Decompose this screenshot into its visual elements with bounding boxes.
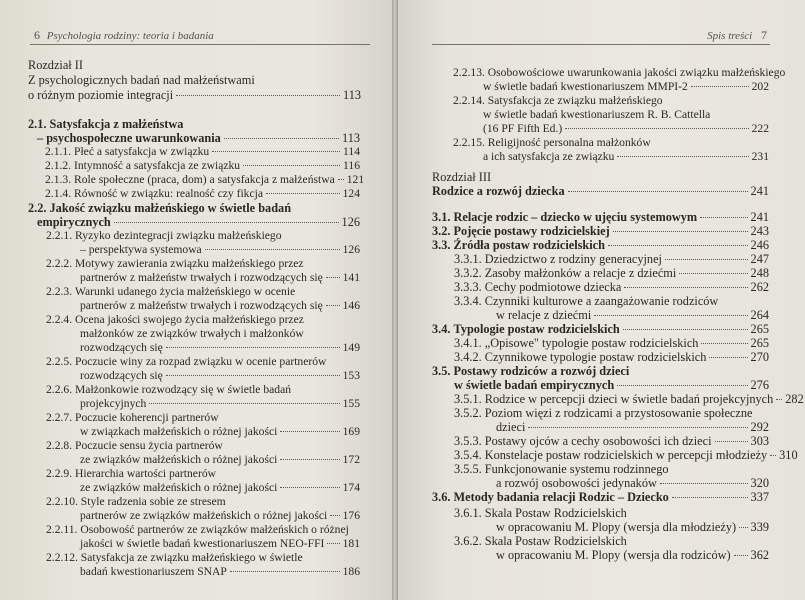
toc-entry-2-1-2: 2.1.2. Intymność a satysfakcja ze związku 116 xyxy=(45,159,360,172)
toc-entry-2-2-2: 2.2.2. Motywy zawierania związku małżeńskiego przez xyxy=(46,257,304,270)
toc-entry-2-2-9-row: ze związków małżeńskich o różnej jakości 174 xyxy=(80,481,360,494)
toc-entry-3-2: 3.2. Pojęcie postawy rodzicielskiej 243 xyxy=(432,224,769,238)
toc-entry-3-6-2-row: w opracowaniu M. Plopy (wersja dla rodziców) 362 xyxy=(496,548,769,562)
toc-entry-2-2-8-row: ze związków małżeńskich o różnej jakości 172 xyxy=(80,453,360,466)
toc-entry-2-1-1: 2.1.1. Płeć a satysfakcja w związku 114 xyxy=(45,145,360,158)
toc-entry-3-5-5-row: a rozwój osobowości jedynaków 320 xyxy=(496,476,769,490)
left-page-number: 6 xyxy=(34,28,40,42)
toc-entry-2-2-7: 2.2.7. Poczucie koherencji partnerów xyxy=(46,411,219,424)
toc-entry-2-2-6: 2.2.6. Małżonkowie rozwodzący się w świetle badań xyxy=(46,383,292,396)
right-header-rule xyxy=(432,44,770,45)
toc-entry-2-2-5: 2.2.5. Poczucie winy za rozpad związku w ocenie partnerów xyxy=(46,355,327,368)
toc-entry-2-2-4-row: rozwodzących się 149 xyxy=(80,341,360,354)
chapter-ii-title-row xyxy=(28,88,361,102)
toc-entry-2-2-2-row: partnerów z małżeństw trwałych i rozwodzących się 141 xyxy=(80,271,360,284)
toc-entry-2-2-6-row: projekcyjnych 155 xyxy=(80,397,360,410)
toc-entry-3-5-row: w świetle badań empirycznych 276 xyxy=(454,378,769,392)
toc-entry-3-6-2: 3.6.2. Skala Postaw Rodzicielskich xyxy=(454,534,627,548)
toc-entry-2-2-4: 2.2.4. Ocena jakości swojego życia małżeńskiego przez xyxy=(46,313,304,326)
toc-entry-2-2-5-row: rozwodzących się 153 xyxy=(80,369,360,382)
toc-entry-2-2-1: 2.2.1. Ryzyko dezintegracji związku małżeńskiego xyxy=(46,229,282,242)
toc-entry-2-2-11-row: jakości w świetle badań kwestionariuszem NEO-FFI 181 xyxy=(80,537,360,550)
toc-entry-3-3-1: 3.3.1. Dziedzictwo z rodziny generacyjnej 247 xyxy=(454,252,769,266)
toc-entry-3-3-4-row: w relacje z dziećmi 264 xyxy=(496,308,769,322)
left-header-rule xyxy=(30,44,370,45)
toc-entry-2-2-4-line2: małżonków ze związków trwałych i małżonków xyxy=(80,327,304,340)
toc-entry-2-1: 2.1. Satysfakcja z małżeństwa xyxy=(28,117,184,131)
chapter-ii-title-line1: Z psychologicznych badań nad małżeństwami xyxy=(28,73,255,87)
toc-entry-3-5-4: 3.5.4. Konstelacje postaw rodzicielskich w percepcji młodzieży 310 xyxy=(454,448,798,462)
toc-entry-2-2-10: 2.2.10. Style radzenia sobie ze stresem xyxy=(46,495,226,508)
toc-entry-2-1-4: 2.1.4. Równość w związku: realność czy fikcja 124 xyxy=(45,187,360,200)
toc-entry-2-2-1-row: – perspektywa systemowa 126 xyxy=(80,243,360,256)
chapter-iii-page: 241 xyxy=(750,184,769,198)
toc-entry-3-6: 3.6. Metody badania relacji Rodzic – Dziecko 337 xyxy=(432,490,769,504)
toc-entry-2-1-row: – psychospołeczne uwarunkowania 113 xyxy=(37,131,360,145)
toc-entry-3-3-3: 3.3.3. Cechy podmiotowe dziecka 262 xyxy=(454,280,769,294)
toc-entry-2-2-7-row: w związkach małżeńskich o różnej jakości 169 xyxy=(80,425,360,438)
toc-entry-2-2-13: 2.2.13. Osobowościowe uwarunkowania jakości związku małżeńskiego xyxy=(453,66,786,79)
right-header xyxy=(707,28,767,43)
toc-entry-3-5-2-row: dzieci 292 xyxy=(496,420,769,434)
toc-entry-2-2-14: 2.2.14. Satysfakcja ze związku małżeńskiego xyxy=(453,94,663,107)
toc-entry-2-2-12-row: badań kwestionariuszem SNAP 186 xyxy=(80,565,360,578)
toc-entry-2-2-3: 2.2.3. Warunki udanego życia małżeńskiego w ocenie xyxy=(46,285,296,298)
toc-entry-3-4-1: 3.4.1. „Opisowe" typologie postaw rodzicielskich 265 xyxy=(454,336,769,350)
leader-dots xyxy=(176,95,340,96)
toc-entry-2-2-13-row: w świetle badań kwestionariuszem MMPI-2 202 xyxy=(483,80,769,93)
chapter-ii-title-line2: o różnym poziomie integracji xyxy=(28,88,174,102)
toc-entry-2-2-3-row: partnerów z małżeństw trwałych i rozwodzących się 146 xyxy=(80,299,360,312)
right-page xyxy=(398,0,805,600)
left-page xyxy=(0,0,392,600)
right-page-number: 7 xyxy=(761,28,767,42)
toc-entry-3-4: 3.4. Typologie postaw rodzicielskich 265 xyxy=(432,322,769,336)
toc-entry-3-5-5: 3.5.5. Funkcjonowanie systemu rodzinnego xyxy=(454,462,669,476)
toc-entry-2-2-11: 2.2.11. Osobowość partnerów ze związków małżeńskich o różnej xyxy=(46,523,349,536)
toc-entry-2-2: 2.2. Jakość związku małżeńskiego w świetle badań xyxy=(28,201,292,215)
toc-entry-3-5-2: 3.5.2. Poziom więzi z rodzicami a przystosowanie społeczne xyxy=(454,406,753,420)
chapter-iii-label: Rozdział III xyxy=(432,170,492,184)
toc-entry-3-1: 3.1. Relacje rodzic – dziecko w ujęciu systemowym 241 xyxy=(432,210,769,224)
toc-entry-3-3-4: 3.3.4. Czynniki kulturowe a zaangażowanie rodziców xyxy=(454,294,719,308)
toc-entry-2-2-9: 2.2.9. Hierarchia wartości partnerów xyxy=(46,467,216,480)
toc-entry-2-2-8: 2.2.8. Poczucie sensu życia partnerów xyxy=(46,439,223,452)
toc-entry-2-2-14-line2: w świetle badań kwestionariuszem R. B. Cattella xyxy=(483,108,711,121)
toc-entry-2-2-12: 2.2.12. Satysfakcja ze związku małżeńskiego w świetle xyxy=(46,551,303,564)
right-running-title: Spis treści xyxy=(707,30,753,42)
toc-entry-3-3-2: 3.3.2. Zasoby małżonków a relacje z dziećmi 248 xyxy=(454,266,769,280)
toc-entry-3-5-1: 3.5.1. Rodzice w percepcji dzieci w świetle badań projekcyjnych 282 xyxy=(454,392,804,406)
toc-entry-2-2-row: empirycznych 126 xyxy=(37,215,360,229)
toc-entry-2-1-3: 2.1.3. Role społeczne (praca, dom) a satysfakcja z małżeństwa 121 xyxy=(45,173,365,186)
toc-entry-3-3: 3.3. Źródła postaw rodzicielskich 246 xyxy=(432,238,769,252)
toc-entry-2-2-10-row: partnerów ze związków małżeńskich o różnej jakości 176 xyxy=(80,509,360,522)
chapter-iii-title: Rodzice a rozwój dziecka xyxy=(432,184,565,198)
chapter-ii-label: Rozdział II xyxy=(28,58,83,72)
toc-entry-2-2-15-row: a ich satysfakcja ze związku 231 xyxy=(483,150,769,163)
chapter-ii-page: 113 xyxy=(343,88,361,102)
toc-entry-2-2-14-row: (16 PF Fifth Ed.) 222 xyxy=(483,122,769,135)
toc-entry-3-5: 3.5. Postawy rodziców a rozwój dzieci xyxy=(432,364,630,378)
toc-entry-2-2-15: 2.2.15. Religijność personalna małżonków xyxy=(453,136,651,149)
chapter-iii-title-row xyxy=(432,184,769,198)
toc-entry-3-4-2: 3.4.2. Czynnikowe typologie postaw rodzicielskich 270 xyxy=(454,350,769,364)
toc-entry-3-6-1-row: w opracowaniu M. Plopy (wersja dla młodzieży) 339 xyxy=(496,520,769,534)
left-running-title: Psychologia rodziny: teoria i badania xyxy=(46,30,214,42)
toc-entry-3-6-1: 3.6.1. Skala Postaw Rodzicielskich xyxy=(454,506,627,520)
toc-entry-3-5-3: 3.5.3. Postawy ojców a cechy osobowości ich dzieci 303 xyxy=(454,434,769,448)
left-header xyxy=(34,28,214,43)
